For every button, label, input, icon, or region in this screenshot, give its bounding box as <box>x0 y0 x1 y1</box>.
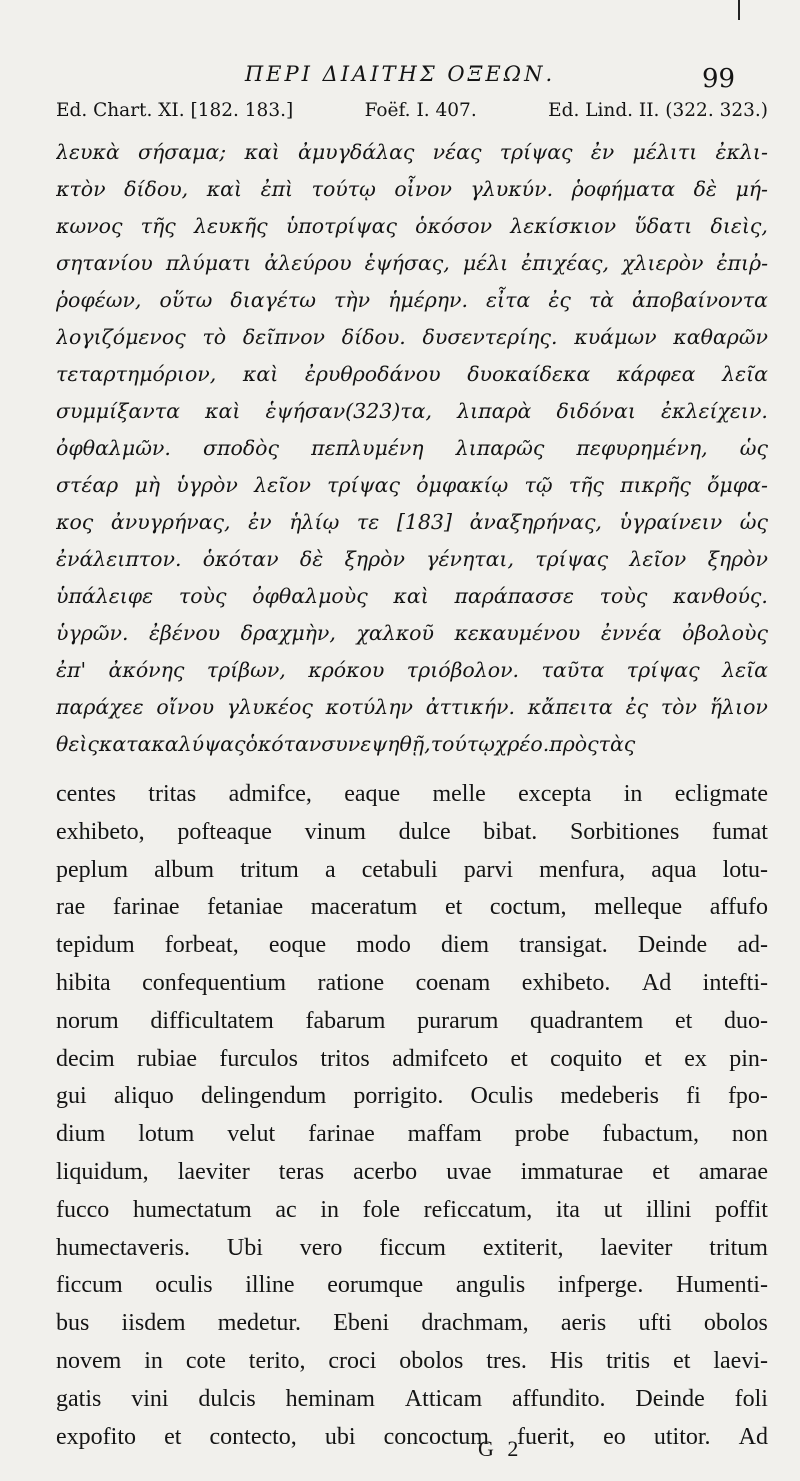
latin-line: bus iisdem medetur. Ebeni drachmam, aeris ufti obolos <box>56 1310 768 1337</box>
greek-line: ἐνάλειπτον. ὁκόταν δὲ ξηρὸν γένηται, τρίψας λεῖον ξηρὸν <box>56 547 768 571</box>
greek-line: λογιζόμενος τὸ δεῖπνον δίδου. δυσεντερίης. κυάμων καθαρῶν <box>56 325 768 349</box>
greek-line: ὀφθαλμῶν. σποδὸς πεπλυμένη λιπαρῶς πεφυρημένη, ὡς <box>56 436 768 460</box>
greek-line: ἐπ' ἀκόνης τρίβων, κρόκου τριόβολον. ταῦτα τρίψας λεῖα <box>56 658 768 682</box>
running-title: ΠΕΡΙ ΔΙΑΙΤΗΣ ΟΞΕΩΝ. <box>244 62 556 86</box>
edition-foes: Foëf. I. 407. <box>364 100 477 121</box>
latin-line: gatis vini dulcis heminam Atticam affundito. Deinde foli <box>56 1385 768 1412</box>
latin-line: expofito et contecto, ubi concoctum fuerit, eo utitor. Ad <box>56 1423 768 1450</box>
greek-line: ὑπάλειφε τοὺς ὀφθαλμοὺς καὶ παράπασσε τοὺς κανθούς. <box>56 584 768 608</box>
greek-line: κος ἀνυγρήνας, ἐν ἡλίῳ τε [183] ἀναξηρήνας, ὑγραίνειν ὡς <box>56 510 768 534</box>
latin-line: tepidum forbeat, eoque modo diem transigat. Deinde ad- <box>56 932 768 959</box>
latin-line: hibita confequentium ratione coenam exhibeto. Ad intefti- <box>56 969 768 996</box>
signature-mark: G 2 <box>478 1436 523 1461</box>
latin-line: humectaveris. Ubi vero ficcum extiterit, laeviter tritum <box>56 1234 768 1261</box>
latin-line: centes tritas admifce, eaque melle excepta in ecligmate <box>56 781 768 807</box>
latin-line: peplum album tritum a cetabuli parvi menfura, aqua lotu- <box>56 856 768 883</box>
page-number: 99 <box>702 64 736 94</box>
latin-line: dium lotum velut farinae maffam probe fubactum, non <box>56 1121 768 1148</box>
greek-text <box>56 134 768 763</box>
edition-chartier: Ed. Chart. XI. [182. 183.] <box>56 100 294 121</box>
latin-line: liquidum, laeviter teras acerbo uvae immaturae et amarae <box>56 1158 768 1185</box>
latin-line: exhibeto, pofteaque vinum dulce bibat. Sorbitiones fumat <box>56 818 768 845</box>
greek-line: στέαρ μὴ ὑγρὸν λεῖον τρίψας ὀμφακίῳ τῷ τῆς πικρῆς ὄμφα- <box>56 473 768 497</box>
greek-line: λευκὰ σήσαμα; καὶ ἀμυγδάλας νέας τρίψας ἐν μέλιτι ἐκλι- <box>56 140 768 164</box>
latin-line: fucco humectatum ac in fole reficcatum, ita ut illini poffit <box>56 1196 768 1223</box>
greek-line: ὑγρῶν. ἐβένου δραχμὴν, χαλκοῦ κεκαυμένου ἐννέα ὀβολοὺς <box>56 621 768 645</box>
greek-line: σητανίου πλύματι ἀλεύρου ἑψήσας, μέλι ἐπιχέας, χλιερὸν ἐπιῤ- <box>56 251 768 275</box>
latin-line: rae farinae fetaniae maceratum et coctum, melleque affufo <box>56 894 768 921</box>
greek-line: κτὸν δίδου, καὶ ἐπὶ τούτῳ οἶνον γλυκύν. ῥοφήματα δὲ μή- <box>56 177 768 201</box>
latin-text <box>56 776 768 1456</box>
latin-line: ficcum oculis illine eorumque angulis infperge. Humenti- <box>56 1272 768 1299</box>
page-edge-mark <box>738 0 740 20</box>
edition-references <box>56 100 768 121</box>
latin-line: decim rubiae furculos tritos admifceto et coquito et ex pin- <box>56 1045 768 1072</box>
latin-line: gui aliquo delingendum porrigito. Oculis medeberis fi fpo- <box>56 1083 768 1110</box>
greek-line: κωνος τῆς λευκῆς ὑποτρίψας ὁκόσον λεκίσκιον ὕδατι διεὶς, <box>56 214 768 238</box>
greek-line: παράχεε οἴνου γλυκέος κοτύλην ἀττικήν. κἄπειτα ἐς τὸν ἥλιον <box>56 695 768 719</box>
latin-line: norum difficultatem fabarum purarum quadrantem et duo- <box>56 1007 768 1034</box>
greek-line: τεταρτημόριον, καὶ ἐρυθροδάνου δυοκαίδεκα κάρφεα λεῖα <box>56 362 768 386</box>
greek-line: συμμίξαντα καὶ ἑψήσαν(323)τα, λιπαρὰ διδόναι ἐκλείχειν. <box>56 399 768 423</box>
greek-line: θεὶς κατακαλύψας ὁκόταν συνεψηθῇ, τούτῳ χρέο. πρὸς τὰς <box>56 732 636 756</box>
edition-linden: Ed. Lind. II. (322. 323.) <box>548 100 768 121</box>
latin-line: novem in cote terito, croci obolos tres. His tritis et laevi- <box>56 1347 768 1374</box>
greek-line: ῥοφέων, οὕτω διαγέτω τὴν ἡμέρην. εἶτα ἐς τὰ ἀποβαίνοντα <box>56 288 768 312</box>
